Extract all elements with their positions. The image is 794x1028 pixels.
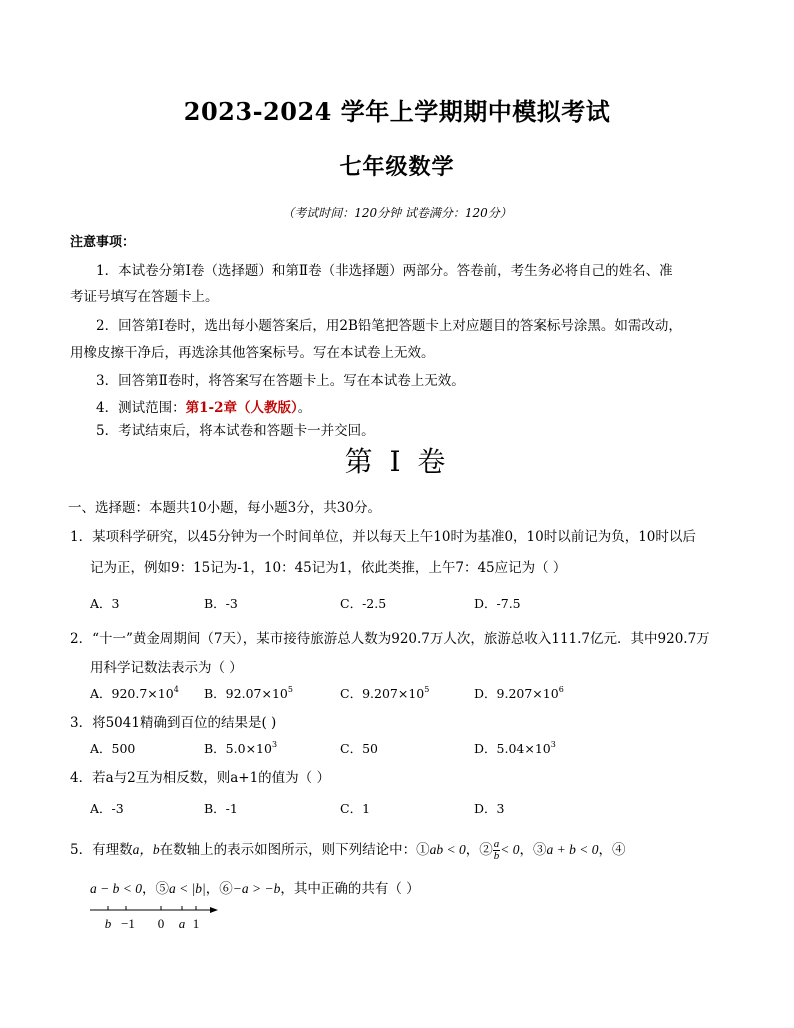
q2-option-b: B．$92.07\times 10^5$ xyxy=(204,685,293,701)
q5-condition-3: a + b < 0 xyxy=(546,842,599,857)
q2-option-c: C．$9.207\times 10^5$ xyxy=(340,685,430,701)
q5-stem-line-2: a − b < 0，⑤a < |b|，⑥−a > −b，其中正确的共有（ ） xyxy=(90,881,420,897)
exam-info: （考试时间：120分钟 试卷满分：120分） xyxy=(282,206,512,220)
q3-option-a: A．500 xyxy=(90,741,136,756)
q3-option-c: C．50 xyxy=(340,741,378,756)
q5-condition-1: ab < 0 xyxy=(429,842,466,857)
q5-condition-4: a − b < 0 xyxy=(90,881,142,896)
q2-stem-line-1: 2．“十一”黄金周期间（7天），某市接待旅游总人数为920.7万人次，旅游总收入111.7亿元．其中920.7万 xyxy=(70,631,710,647)
number-line-label-minus-1: −1 xyxy=(121,916,135,931)
q5-stem-line-1: 5．有理数a，b在数轴上的表示如图所示，则下列结论中：①ab < 0，② $\frac{a}{b}$ < 0，③a + b < 0，④ xyxy=(70,838,626,862)
number-line-label-b: b xyxy=(104,916,112,931)
q4-option-a: A．-3 xyxy=(90,801,124,816)
q2-option-d: D．$9.207\times 10^6$ xyxy=(474,685,564,701)
q4-option-b: B．-1 xyxy=(204,801,238,816)
number-line-label-1: 1 xyxy=(192,916,200,931)
notice-item-4 xyxy=(96,396,311,416)
notice-item-2-line-1: 2．回答第Ⅰ卷时，选出每小题答案后，用2B铅笔把答题卡上对应题目的答案标号涂黑。如需改动， xyxy=(96,318,682,334)
number-line-figure xyxy=(86,902,226,934)
q3-option-b: B．$5.0\times 10^3$ xyxy=(204,740,278,756)
notice-item-4-prefix: 4．测试范围： xyxy=(96,400,186,416)
q1-option-d: D．-7.5 xyxy=(474,596,521,611)
section-title: 第 I 卷 xyxy=(344,445,450,478)
notice-item-2-line-2: 用橡皮擦干净后，再选涂其他答案标号。写在本试卷上无效。 xyxy=(70,345,435,361)
notice-item-1-line-1: 1．本试卷分第Ⅰ卷（选择题）和第Ⅱ卷（非选择题）两部分。答卷前，考生务必将自己的姓名、准 xyxy=(96,263,673,279)
notice-item-1-line-2: 考证号填写在答题卡上。 xyxy=(70,289,219,305)
test-range: 第1-2章（人教版） xyxy=(185,400,298,416)
number-line-label-0: 0 xyxy=(157,916,165,931)
q5-condition-6: −a > −b xyxy=(232,881,281,896)
notice-item-3: 3．回答第Ⅱ卷时，将答案写在答题卡上。写在本试卷上无效。 xyxy=(96,373,465,389)
notice-heading: 注意事项： xyxy=(70,235,136,250)
q2-stem-line-2: 用科学记数法表示为（ ） xyxy=(90,660,243,676)
q4-option-d: D．3 xyxy=(474,801,505,816)
q4-stem: 4．若a与2互为相反数，则a+1的值为（ ） xyxy=(70,770,330,786)
q1-stem-line-1: 1．某项科学研究，以45分钟为一个时间单位，并以每天上午10时为基准0，10时以前记为负，10时以后 xyxy=(70,529,696,545)
exam-title: 2023-2024 学年上学期期中模拟考试 xyxy=(183,97,611,126)
number-line-label-a: a xyxy=(178,916,186,931)
q4-option-c: C．1 xyxy=(340,801,371,816)
number-line-arrow xyxy=(210,907,218,913)
part-heading: 一、选择题：本题共10小题，每小题3分，共30分。 xyxy=(68,500,381,516)
q5-fraction-a-over-b: $\frac{a}{b}$ xyxy=(493,838,500,862)
q1-option-a: A．3 xyxy=(90,596,120,611)
q1-option-b: B．-3 xyxy=(204,596,238,611)
notice-item-5: 5．考试结束后，将本试卷和答题卡一并交回。 xyxy=(96,423,375,439)
q1-stem-line-2: 记为正，例如9：15记为-1，10：45记为1，依此类推，上午7：45应记为（ ） xyxy=(90,560,567,576)
exam-subtitle: 七年级数学 xyxy=(339,154,455,180)
q3-stem: 3．将5041精确到百位的结果是( ) xyxy=(70,715,277,731)
notice-item-4-suffix: 。 xyxy=(297,400,312,416)
q3-option-d: D．$5.04\times 10^3$ xyxy=(474,740,556,756)
q2-option-a: A．$920.7\times 10^4$ xyxy=(90,685,179,701)
q1-option-c: C．-2.5 xyxy=(340,596,387,611)
q5-condition-5: a < |b| xyxy=(168,881,206,896)
